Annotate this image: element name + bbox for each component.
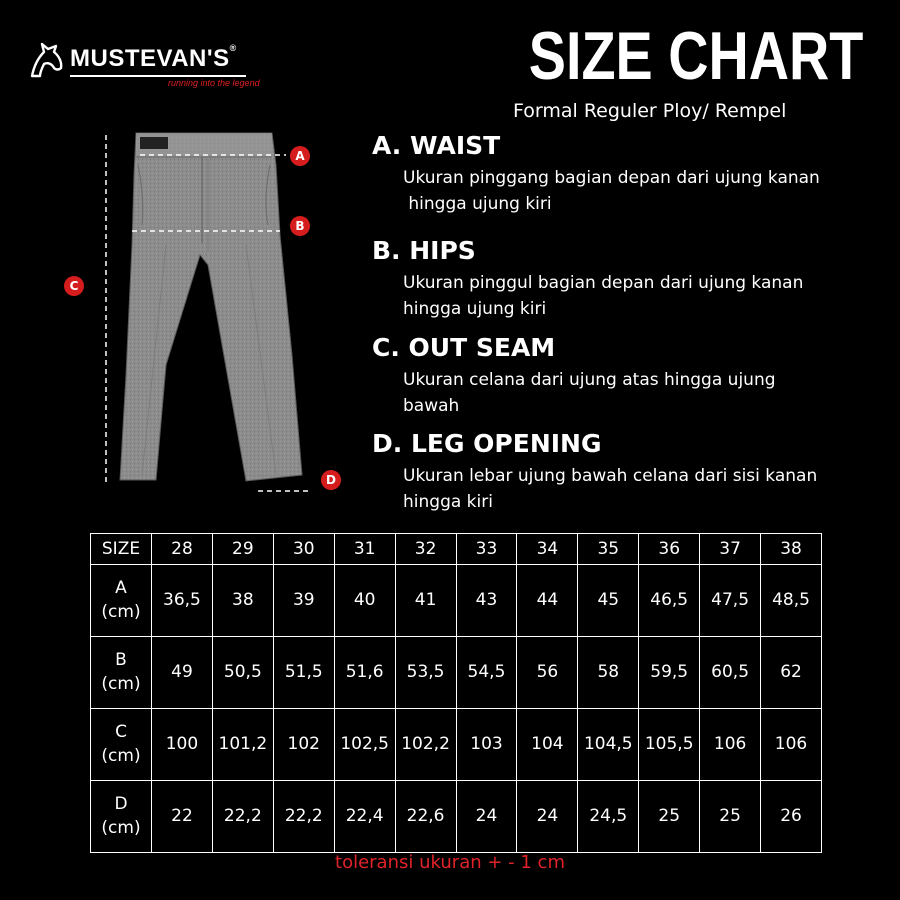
table-row (91, 564, 822, 636)
table-cell: 24 (456, 780, 517, 852)
table-cell: 48,5 (761, 564, 822, 636)
table-cell: 50,5 (212, 636, 273, 708)
table-cell: 100 (152, 708, 213, 780)
table-cell: 22 (152, 780, 213, 852)
measurement-row-label: D (cm) (91, 780, 152, 852)
table-cell: 47,5 (700, 564, 761, 636)
table-cell: 106 (761, 708, 822, 780)
measurement-heading: B. HIPS (372, 236, 476, 265)
measurement-leg-opening (372, 429, 842, 515)
table-cell: 102,2 (395, 708, 456, 780)
table-cell: 26 (761, 780, 822, 852)
measurement-description: Ukuran celana dari ujung atas hingga ujung bawah (403, 370, 776, 416)
table-header-row (91, 534, 822, 565)
table-cell: 46,5 (639, 564, 700, 636)
measurement-heading: C. OUT SEAM (372, 333, 556, 362)
brand-logo (26, 38, 266, 90)
table-row (91, 780, 822, 852)
table-cell: 51,5 (273, 636, 334, 708)
size-header-cell: 31 (334, 534, 395, 565)
measurement-heading: D. LEG OPENING (372, 429, 602, 458)
table-cell: 25 (700, 780, 761, 852)
size-header-cell: 33 (456, 534, 517, 565)
table-cell: 49 (152, 636, 213, 708)
table-cell: 24,5 (578, 780, 639, 852)
table-cell: 40 (334, 564, 395, 636)
marker-c: C (64, 276, 84, 296)
table-cell: 104,5 (578, 708, 639, 780)
table-cell: 24 (517, 780, 578, 852)
measurement-description: Ukuran lebar ujung bawah celana dari sisi kanan hingga kiri (403, 466, 818, 512)
table-cell: 106 (700, 708, 761, 780)
size-header-cell: 29 (212, 534, 273, 565)
measurement-row-label: C (cm) (91, 708, 152, 780)
page-title: SIZE CHART (528, 18, 864, 94)
page-subtitle: Formal Reguler Ploy/ Rempel (513, 100, 787, 122)
size-header-cell: 32 (395, 534, 456, 565)
table-cell: 36,5 (152, 564, 213, 636)
measurement-row-label: A (cm) (91, 564, 152, 636)
table-cell: 53,5 (395, 636, 456, 708)
table-cell: 102,5 (334, 708, 395, 780)
table-cell: 58 (578, 636, 639, 708)
table-cell: 60,5 (700, 636, 761, 708)
pants-illustration (96, 125, 346, 505)
tolerance-note: toleransi ukuran + - 1 cm (335, 852, 565, 873)
table-cell: 22,4 (334, 780, 395, 852)
size-header-cell: 38 (761, 534, 822, 565)
table-cell: 39 (273, 564, 334, 636)
brand-tagline: running into the legend (168, 78, 260, 88)
size-header-cell: 37 (700, 534, 761, 565)
table-cell: 102 (273, 708, 334, 780)
table-cell: 22,2 (212, 780, 273, 852)
measurement-hips (372, 236, 842, 322)
table-cell: 105,5 (639, 708, 700, 780)
table-cell: 56 (517, 636, 578, 708)
table-cell: 41 (395, 564, 456, 636)
measurement-out-seam (372, 333, 842, 419)
table-cell: 103 (456, 708, 517, 780)
marker-d: D (321, 470, 341, 490)
table-cell: 44 (517, 564, 578, 636)
measurement-heading: A. WAIST (372, 131, 501, 160)
table-cell: 101,2 (212, 708, 273, 780)
size-header-cell: 28 (152, 534, 213, 565)
table-cell: 59,5 (639, 636, 700, 708)
size-header-cell: 35 (578, 534, 639, 565)
table-cell: 45 (578, 564, 639, 636)
table-cell: 25 (639, 780, 700, 852)
table-cell: 38 (212, 564, 273, 636)
measurement-row-label: B (cm) (91, 636, 152, 708)
marker-a: A (290, 146, 310, 166)
measurement-waist (372, 131, 842, 217)
size-header-cell: 30 (273, 534, 334, 565)
table-cell: 22,6 (395, 780, 456, 852)
size-header-cell: 36 (639, 534, 700, 565)
measurement-description: Ukuran pinggang bagian depan dari ujung kanan hingga ujung kiri (403, 168, 820, 214)
brand-name: MUSTEVAN'S® (70, 43, 237, 72)
table-row (91, 636, 822, 708)
size-table (90, 533, 822, 853)
table-cell: 43 (456, 564, 517, 636)
size-header-cell: 34 (517, 534, 578, 565)
table-cell: 51,6 (334, 636, 395, 708)
brand-underline (70, 75, 246, 77)
table-cell: 22,2 (273, 780, 334, 852)
size-header-label: SIZE (91, 534, 152, 565)
table-cell: 104 (517, 708, 578, 780)
measurement-description: Ukuran pinggul bagian depan dari ujung kanan hingga ujung kiri (403, 273, 804, 319)
horse-head-icon (26, 40, 66, 80)
table-cell: 62 (761, 636, 822, 708)
marker-b: B (290, 216, 310, 236)
table-row (91, 708, 822, 780)
table-cell: 54,5 (456, 636, 517, 708)
